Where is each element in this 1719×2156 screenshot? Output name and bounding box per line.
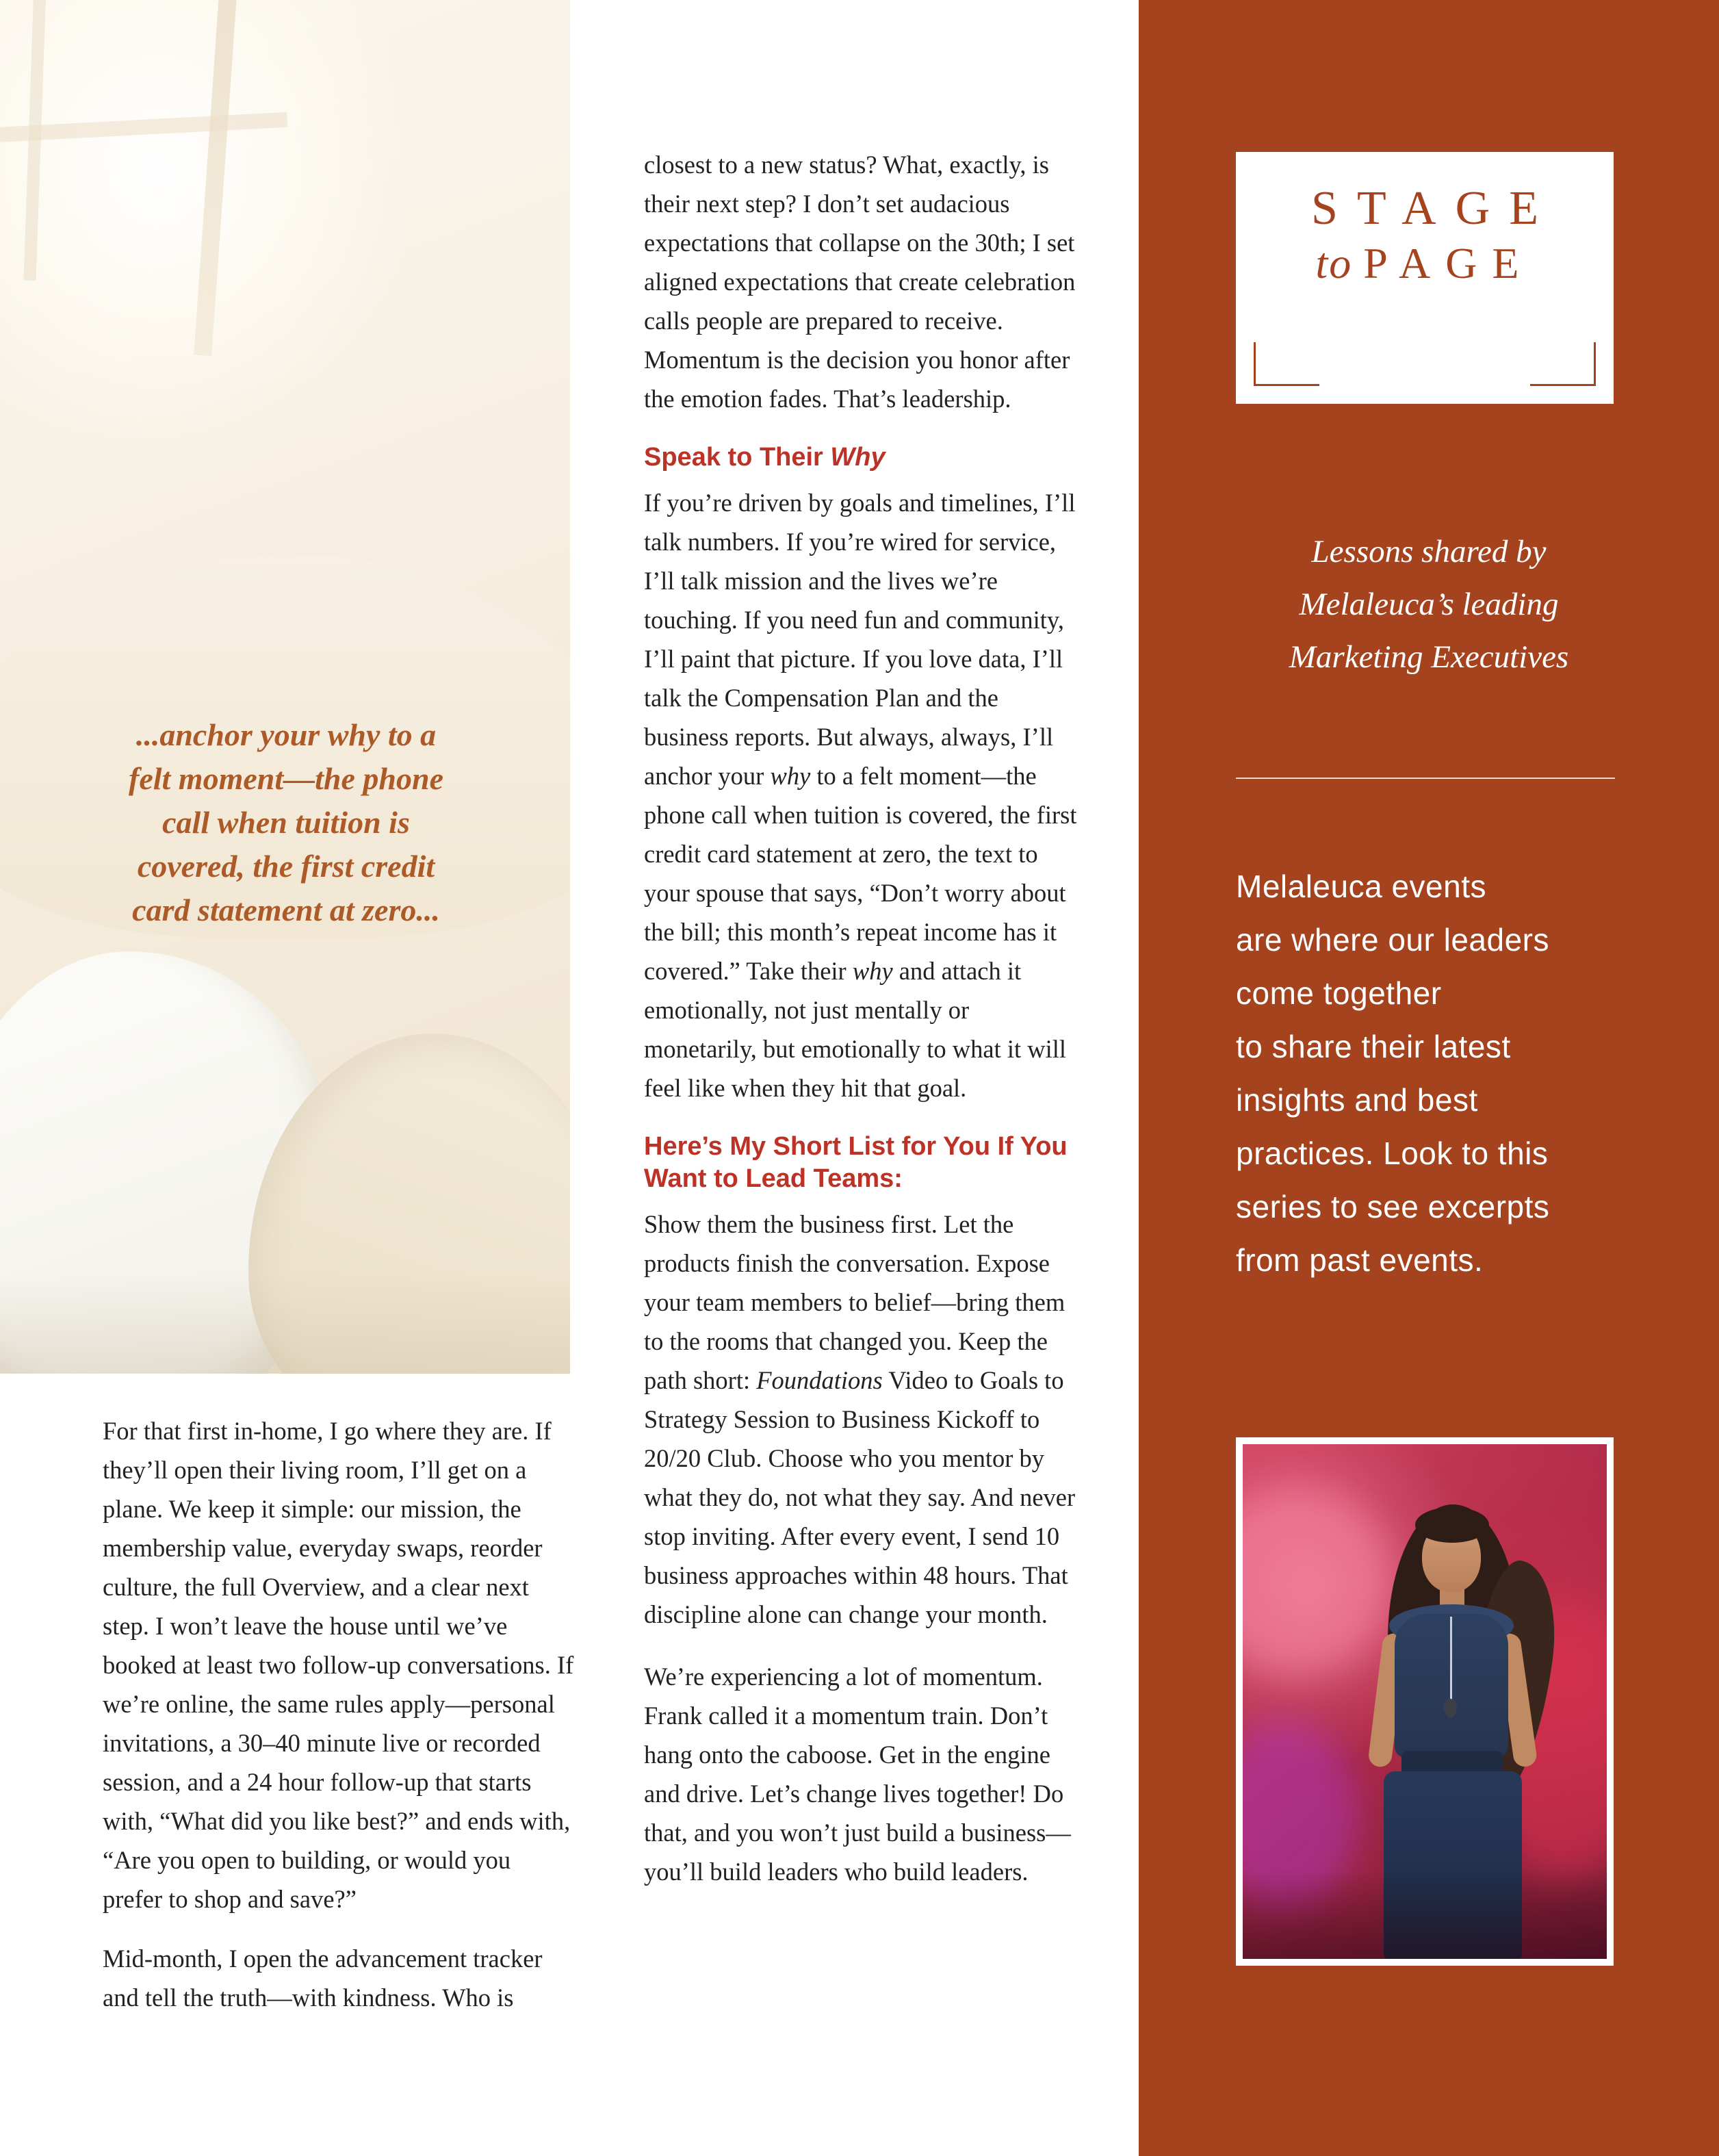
body-paragraph: We’re experiencing a lot of momentum. Frank called it a momentum train. Don’t hang onto the caboose. Get in the engine and drive. Let’s change lives together! Do that, and you won’t just build a business—you’ll build leaders who build leaders. xyxy=(644,1663,1071,1886)
heading-italic-word: Why xyxy=(830,443,886,472)
badge-title-page: PAGE xyxy=(1363,239,1534,287)
section-heading-speak-to-their-why xyxy=(644,441,1085,474)
badge-title-line1: STAGE xyxy=(1311,182,1558,235)
pull-quote: ...anchor your why to a felt moment—the phone call when tuition is covered, the first credit card statement at zero... xyxy=(129,717,443,927)
paragraph-segment: Show them the business first. Let the products finish the conversation. Expose your team members to belief—bring them to the rooms that changed you. Keep the path short: xyxy=(644,1210,1065,1394)
italic-word: why xyxy=(852,957,893,985)
body-paragraph xyxy=(644,483,1085,1107)
paragraph-segment: If you’re driven by goals and timelines, I’ll talk numbers. If you’re wired for service, I’ll talk mission and the lives we’re touching. If you need fun and community, I’ll paint that picture. If you love data, I’ll talk the Compensation Plan and the business reports. But always, always, I’ll anchor your xyxy=(644,489,1076,790)
body-paragraph xyxy=(644,1205,1085,1634)
divider xyxy=(1236,778,1615,779)
section-heading-short-list: Here’s My Short List for You If You Want to Lead Teams: xyxy=(644,1132,1068,1193)
stage-floor-shadow xyxy=(1243,1870,1607,1959)
italic-word: why xyxy=(770,762,811,790)
sidebar-quote: Lessons shared by Melaleuca’s leading Marketing Executives xyxy=(1289,534,1569,675)
speaker-hair xyxy=(1415,1507,1489,1543)
sidebar-description: Melaleuca events are where our leaders come together to share their latest insights and best practices. Look to this series to see excerpts from past events. xyxy=(1236,869,1550,1278)
body-paragraph: closest to a new status? What, exactly, is their next step? I don’t set audacious expectations that collapse on the 30th; I set aligned expectations that create celebration calls people are prepared to receive. Momentum is the decision you honor after the emotion fades. That’s leadership. xyxy=(644,151,1076,413)
left-column-text xyxy=(103,1411,576,2038)
heading-text: Speak to Their xyxy=(644,443,831,472)
stage-to-page-badge xyxy=(1236,152,1614,404)
paragraph-segment: Video to Goals to Strategy Session to Business Kickoff to 20/20 Club. Choose who you mentor by what they do, not what they say. And never stop inviting. After every event, I send 10 business approaches within 48 hours. That discipline alone can change your month. xyxy=(644,1366,1076,1628)
italic-word: Foundations xyxy=(756,1366,883,1394)
speaker-photo xyxy=(1236,1437,1614,1966)
stage-light xyxy=(1243,1485,1393,1677)
window-couch-photo xyxy=(0,0,570,1374)
middle-column-text xyxy=(644,145,1085,1914)
body-paragraph: For that first in-home, I go where they are. If they’ll open their living room, I’ll get on a plane. We keep it simple: our mission, the membership value, everyday swaps, reorder culture, the full Overview, and a clear next step. I won’t leave the house until we’ve booked at least two follow-up conversations. If we’re online, the same rules apply—personal invitations, a 30–40 minute live or recorded session, and a 24 hour follow-up that starts with, “What did you like best?” and ends with, “Are you open to building, or would you prefer to shop and save?” xyxy=(103,1417,574,1913)
badge-title-to: to xyxy=(1315,239,1353,287)
corner-bracket-left xyxy=(1254,342,1319,386)
window-light-glow xyxy=(0,0,404,445)
stage-photo-background xyxy=(1243,1444,1607,1959)
couch-shadow xyxy=(0,1271,570,1374)
paragraph-segment: to a felt moment—the phone call when tuition is covered, the first credit card statement at zero, the text to your spouse that says, “Don’t worry about the bill; this month’s repeat income has it covered.” Take their xyxy=(644,762,1077,985)
body-paragraph: Mid-month, I open the advancement tracker and tell the truth—with kindness. Who is xyxy=(103,1945,543,2012)
paragraph-segment: and attach it emotionally, not just mentally or monetarily, but emotionally to what it will feel like when they hit that goal. xyxy=(644,957,1067,1102)
corner-bracket-right xyxy=(1530,342,1596,386)
speaker-necklace xyxy=(1450,1617,1452,1700)
stage-to-page-sidebar xyxy=(1139,0,1719,2156)
badge-title-line2 xyxy=(1236,240,1614,287)
